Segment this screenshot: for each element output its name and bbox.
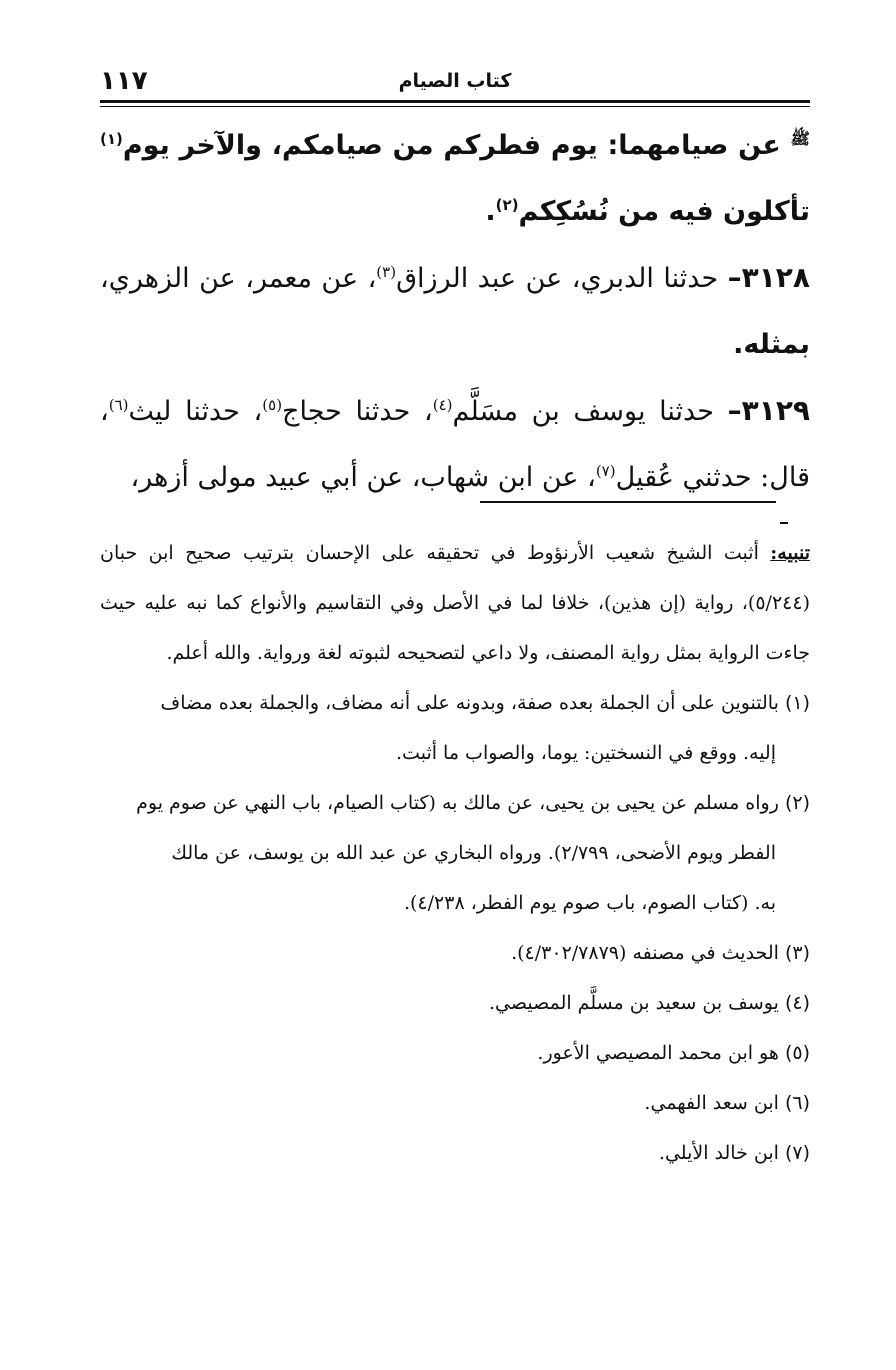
footnote-2-cont	[100, 828, 810, 878]
footnote-number: (٦)	[784, 1092, 810, 1114]
footnote-2-cont	[100, 878, 810, 928]
footnote-ref-7: (٧)	[595, 462, 616, 480]
footnote-ref-3: (٣)	[376, 263, 397, 281]
footnote-number: (١)	[784, 692, 810, 714]
footnote-ref-1: (١)	[100, 130, 123, 148]
footnote-number: (٧)	[784, 1142, 810, 1164]
footnote-2	[100, 778, 810, 828]
footnote-ref-5: (٥)	[262, 396, 283, 414]
footnote-1-cont	[100, 728, 810, 778]
footnote-ref-6: (٦)	[108, 396, 129, 414]
text-segment: .	[485, 196, 496, 227]
footnote-number: (٥)	[784, 1042, 810, 1064]
footnote-3	[100, 928, 810, 978]
note-label: تنبيه:	[770, 542, 810, 564]
footnotes	[100, 528, 810, 1178]
text-segment: عن صيامهما: يوم فطركم من صيامكم، والآخر يوم	[122, 130, 781, 161]
note-text: أثبت الشيخ شعيب الأرنؤوط في تحقيقه على الإحسان بترتيب صحيح ابن حبان (٥/٢٤٤)، رواية (إن هذين)، خلافا لما في الأصل وفي التقاسيم والأنواع كما نبه عليه حيث جاءت الرواية بمثل رواية المصنف، ولا داعي لتصحيحه لثبوته لغة ورواية. والله أعلم.	[100, 542, 810, 664]
header-rule-thin	[100, 106, 810, 107]
text-segment: ، قال: حدثني عُقيل	[100, 396, 810, 493]
main-text	[100, 113, 810, 511]
footnote-text: يوسف بن سعيد بن مسلَّم المصيصي.	[489, 992, 779, 1014]
footnote-ref-4: (٤)	[432, 396, 453, 414]
text-segment: حدثنا يوسف بن مسَلَّم	[452, 396, 714, 427]
footnote-1	[100, 678, 810, 728]
hadith-3128	[100, 245, 810, 378]
page-number: ١١٧	[100, 66, 148, 96]
text-segment: ، عن ابن شهاب، عن أبي عبيد مولى أزهر،	[130, 462, 596, 493]
footnote-text: ابن سعد الفهمي.	[644, 1092, 779, 1114]
footnote-5	[100, 1028, 810, 1078]
text-segment: تأكلون فيه من نُسُكِكم	[518, 196, 810, 227]
footnote-number: (٣)	[784, 942, 810, 964]
footnote-text: إليه. ووقع في النسختين: يوما، والصواب ما أثبت.	[396, 742, 776, 764]
paragraph-continuation	[100, 113, 810, 245]
footnote-text: ابن خالد الأيلي.	[658, 1142, 779, 1164]
footnote-7	[100, 1128, 810, 1178]
header-rule-thick	[100, 100, 810, 103]
hadith-number: ٣١٢٨–	[727, 261, 810, 294]
hadith-number: ٣١٢٩–	[727, 394, 810, 427]
footnote-text: به. (كتاب الصوم، باب صوم يوم الفطر، ٤/٢٣٨).	[403, 892, 776, 914]
text-segment: ، حدثنا ليث	[128, 396, 263, 427]
footnote-text: الفطر ويوم الأضحى، ٢/٧٩٩). ورواه البخاري عن عبد الله بن يوسف، عن مالك	[171, 842, 776, 864]
footnote-number: (٢)	[784, 792, 810, 814]
footnote-text: بالتنوين على أن الجملة بعده صفة، وبدونه على أنه مضاف، والجملة بعده مضاف	[160, 692, 779, 714]
footnote-4	[100, 978, 810, 1028]
page-header	[100, 60, 810, 100]
footnote-separator	[480, 501, 776, 503]
page	[100, 60, 810, 511]
footnote-dash	[780, 522, 788, 524]
footnote-6	[100, 1078, 810, 1128]
editor-note	[100, 528, 810, 678]
footnote-ref-2: (٢)	[495, 196, 519, 214]
footnote-text: الحديث في مصنفه (٤/٣٠٢/٧٨٧٩).	[511, 942, 779, 964]
running-title: كتاب الصيام	[398, 70, 512, 92]
honorific-glyph: ﷺ	[790, 129, 810, 148]
text-segment-bold: بمثله.	[733, 329, 810, 360]
footnote-text: هو ابن محمد المصيصي الأعور.	[537, 1042, 779, 1064]
footnote-number: (٤)	[784, 992, 810, 1014]
text-segment: ، حدثنا حجاج	[282, 396, 433, 427]
text-segment: حدثنا الدبري، عن عبد الرزاق	[396, 263, 719, 294]
footnote-text: رواه مسلم عن يحيى بن يحيى، عن مالك به (كتاب الصيام، باب النهي عن صوم يوم	[136, 792, 779, 814]
text-segment: ، عن معمر، عن الزهري،	[100, 263, 377, 294]
hadith-3129	[100, 378, 810, 511]
